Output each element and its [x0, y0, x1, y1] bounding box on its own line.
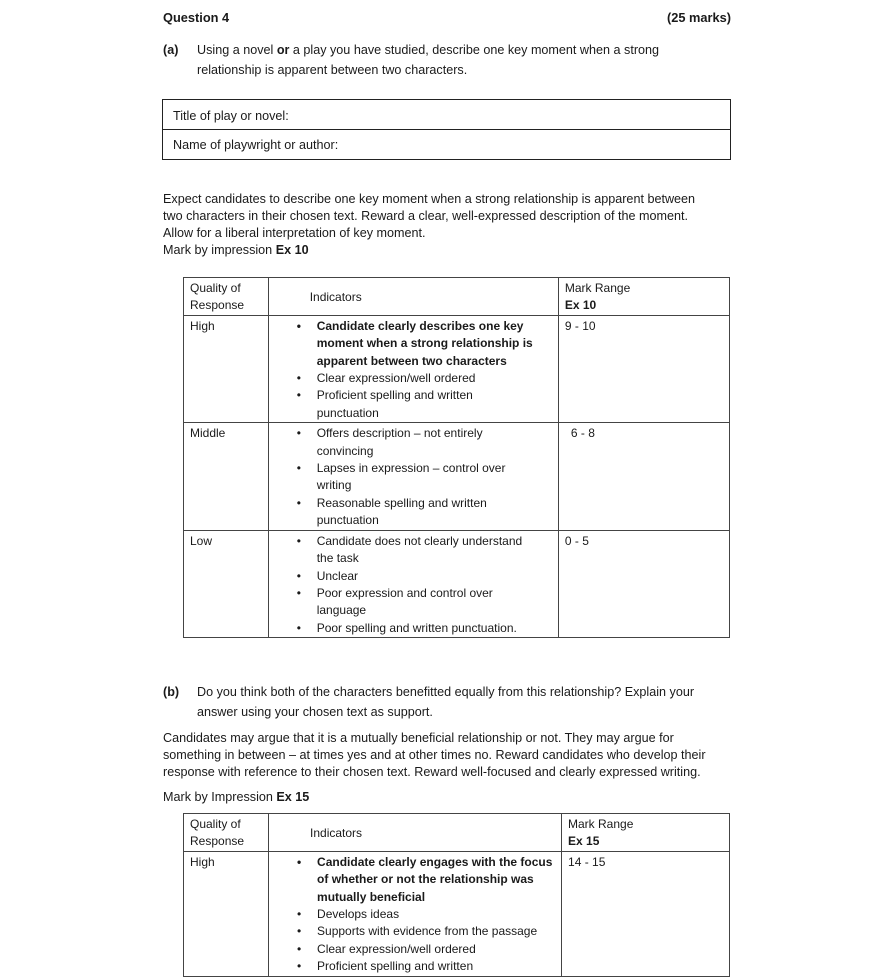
guidance-line: response with reference to their chosen text. Reward well-focused and clearly expressed writing. — [163, 765, 701, 779]
header-indicators: Indicators — [269, 814, 562, 852]
indicator-line: convincing — [316, 443, 374, 458]
indicator-line: • Candidate clearly engages with the focus — [317, 854, 553, 869]
mark-by-text: Mark by Impression — [163, 790, 277, 804]
mark-by-max: Ex 10 — [275, 243, 309, 257]
guidance-line: Expect candidates to describe one key moment when a strong relationship is apparent between — [163, 192, 696, 206]
header-quality — [184, 278, 269, 316]
title-label: Title of play or novel: — [173, 109, 289, 123]
question-title: Question 4 — [163, 10, 230, 25]
part-a-text-bold: or — [276, 43, 290, 57]
indicator-line: language — [316, 603, 367, 618]
row-quality: Middle — [184, 423, 269, 530]
indicator-item — [317, 495, 552, 530]
table-header-row — [184, 278, 730, 316]
table-row — [184, 530, 730, 637]
indicator-item — [317, 370, 552, 387]
row-quality: Low — [184, 530, 269, 637]
mark-by-line — [163, 242, 733, 259]
indicator-line: • Supports with evidence from the passage — [317, 924, 538, 939]
indicator-line: • Lapses in expression – control over — [316, 461, 506, 476]
row-quality: High — [184, 851, 269, 976]
header-range — [562, 814, 730, 852]
row-range: 9 - 10 — [558, 315, 729, 422]
row-range: 14 - 15 — [562, 851, 730, 976]
marking-table-b — [183, 813, 730, 977]
header-quality-l2: Response — [190, 298, 245, 313]
indicator-line: apparent between two characters — [316, 353, 507, 368]
mark-by-max: Ex 15 — [276, 790, 310, 804]
part-a-question — [163, 40, 743, 80]
indicator-item — [317, 941, 555, 958]
row-range: 0 - 5 — [558, 530, 729, 637]
table-row — [184, 851, 730, 976]
header-quality-l1: Quality of — [190, 281, 241, 295]
part-a-guidance — [163, 191, 733, 259]
indicator-item — [317, 318, 552, 370]
header-quality — [184, 814, 269, 852]
header-range-l2: Ex 10 — [564, 298, 597, 313]
indicator-line: • Unclear — [316, 568, 359, 583]
table-row — [184, 315, 730, 422]
part-b-guidance — [163, 730, 743, 781]
indicator-line: the task — [316, 551, 359, 566]
guidance-line: two characters in their chosen text. Reward a clear, well-expressed description of the moment. — [163, 209, 688, 223]
indicator-item — [317, 620, 552, 637]
indicator-line: mutually beneficial — [317, 889, 426, 904]
header-indicators: Indicators — [268, 278, 558, 316]
part-a-text-post: a play you have studied, describe one key moment when a strong — [289, 43, 660, 57]
indicator-line: • Poor expression and control over — [316, 585, 493, 600]
question-marks: (25 marks) — [666, 10, 731, 25]
indicator-line: • Candidate does not clearly understand — [316, 533, 523, 548]
marking-table-a — [183, 277, 730, 638]
row-range: 6 - 8 — [558, 423, 729, 530]
part-a-letter: (a) — [163, 43, 179, 57]
indicator-item — [317, 958, 555, 975]
row-indicators — [268, 315, 558, 422]
part-b-letter: (b) — [163, 685, 180, 699]
header-range-l1: Mark Range — [568, 817, 634, 831]
guidance-line: Candidates may argue that it is a mutually beneficial relationship or not. They may argue for — [163, 731, 674, 745]
part-b-text-line2: answer using your chosen text as support. — [197, 705, 433, 719]
indicator-line: • Clear expression/well ordered — [317, 941, 476, 956]
header-quality-l1: Quality of — [190, 817, 241, 831]
table-header-row — [184, 814, 730, 852]
question-heading — [163, 10, 731, 25]
indicator-line: • Candidate clearly describes one key — [316, 318, 524, 333]
text-details-box — [162, 99, 731, 160]
part-b-text-line1: Do you think both of the characters benefitted equally from this relationship? Explain your — [197, 685, 695, 699]
indicator-line: • Offers description – not entirely — [316, 426, 483, 441]
indicator-line: • Develops ideas — [317, 907, 400, 922]
indicator-item — [317, 460, 552, 495]
indicator-item — [317, 854, 555, 906]
indicator-line: • Poor spelling and written punctuation. — [316, 620, 517, 635]
guidance-line: something in between – at times yes and at other times no. Reward candidates who develop their — [163, 748, 706, 762]
indicator-item — [317, 923, 555, 940]
indicator-line: of whether or not the relationship was — [317, 872, 534, 887]
indicator-line: writing — [316, 478, 352, 493]
indicator-item — [317, 906, 555, 923]
header-quality-l2: Response — [190, 834, 245, 849]
indicator-line: moment when a strong relationship is — [316, 336, 533, 351]
part-a-text-line2: relationship is apparent between two characters. — [197, 63, 468, 77]
indicator-item — [317, 568, 552, 585]
part-b-mark-by-line — [163, 789, 733, 806]
table-row — [184, 423, 730, 530]
mark-by-text: Mark by impression — [163, 243, 276, 257]
part-a-text-pre: Using a novel — [197, 43, 277, 57]
header-range-l1: Mark Range — [564, 281, 631, 295]
indicator-line: • Reasonable spelling and written — [316, 495, 487, 510]
row-indicators — [269, 851, 562, 976]
indicator-line: • Proficient spelling and written — [316, 388, 473, 403]
indicator-item — [317, 585, 552, 620]
part-b-question — [163, 682, 753, 722]
indicator-item — [317, 425, 552, 460]
indicator-item — [317, 533, 552, 568]
header-range-l2: Ex 15 — [568, 834, 600, 849]
row-indicators — [268, 423, 558, 530]
header-range — [558, 278, 729, 316]
row-indicators — [268, 530, 558, 637]
author-label: Name of playwright or author: — [163, 129, 730, 159]
indicator-line: • Clear expression/well ordered — [316, 371, 476, 386]
indicator-line: punctuation — [316, 405, 379, 420]
indicator-line: punctuation — [316, 513, 379, 528]
row-quality: High — [184, 315, 269, 422]
indicator-line: • Proficient spelling and written — [317, 959, 474, 974]
indicator-item — [317, 387, 552, 422]
guidance-line: Allow for a liberal interpretation of key moment. — [163, 226, 426, 240]
